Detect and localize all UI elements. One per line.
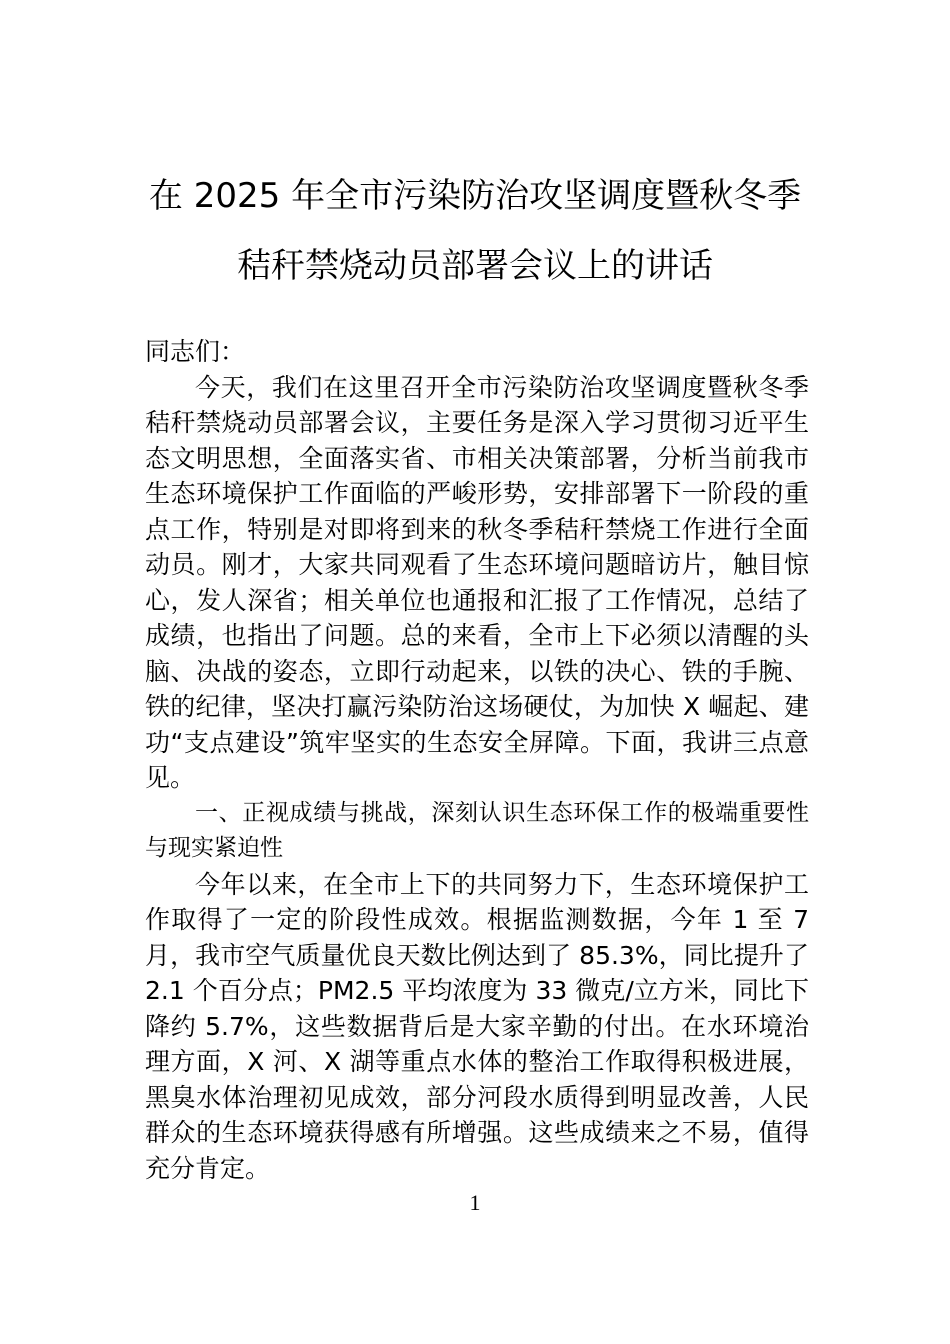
document-body <box>145 334 809 1186</box>
page-number: 1 <box>469 1190 481 1215</box>
paragraph-achievements: 今年以来，在全市上下的共同努力下，生态环境保护工作取得了一定的阶段性成效。根据监测数据，今年 1 至 7 月，我市空气质量优良天数比例达到了 85.3%，同比提升了 2.1 个百分点；PM2.5 平均浓度为 33 微克/立方米，同比下降约 5.7%，这些数据背后是大家辛勤的付出。在水环境治理方面，X 河、X 湖等重点水体的整治工作取得积极进展，黑臭水体治理初见成效，部分河段水质得到明显改善，人民群众的生态环境获得感有所增强。这些成绩来之不易，值得充分肯定。 <box>145 869 809 1183</box>
section-heading-1: 一、正视成绩与挑战，深刻认识生态环保工作的极端重要性与现实紧迫性 <box>145 799 809 861</box>
document-title-line-2: 秸秆禁烧动员部署会议上的讲话 <box>237 246 713 286</box>
document-title-line-1: 在 2025 年全市污染防治攻坚调度暨秋冬季 <box>148 176 802 216</box>
paragraph-opening: 今天，我们在这里召开全市污染防治攻坚调度暨秋冬季秸秆禁烧动员部署会议，主要任务是深入学习贯彻习近平生态文明思想，全面落实省、市相关决策部署，分析当前我市生态环境保护工作面临的严峻形势，安排部署下一阶段的重点工作，特别是对即将到来的秋冬季秸秆禁烧工作进行全面动员。刚才，大家共同观看了生态环境问题暗访片，触目惊心，发人深省；相关单位也通报和汇报了工作情况，总结了成绩，也指出了问题。总的来看，全市上下必须以清醒的头脑、决战的姿态，立即行动起来，以铁的决心、铁的手腕、铁的纪律，坚决打赢污染防治这场硬仗，为加快 X 崛起、建功“支点建设”筑牢坚实的生态安全屏障。下面，我讲三点意见。 <box>145 372 809 792</box>
salutation: 同志们： <box>145 337 246 366</box>
